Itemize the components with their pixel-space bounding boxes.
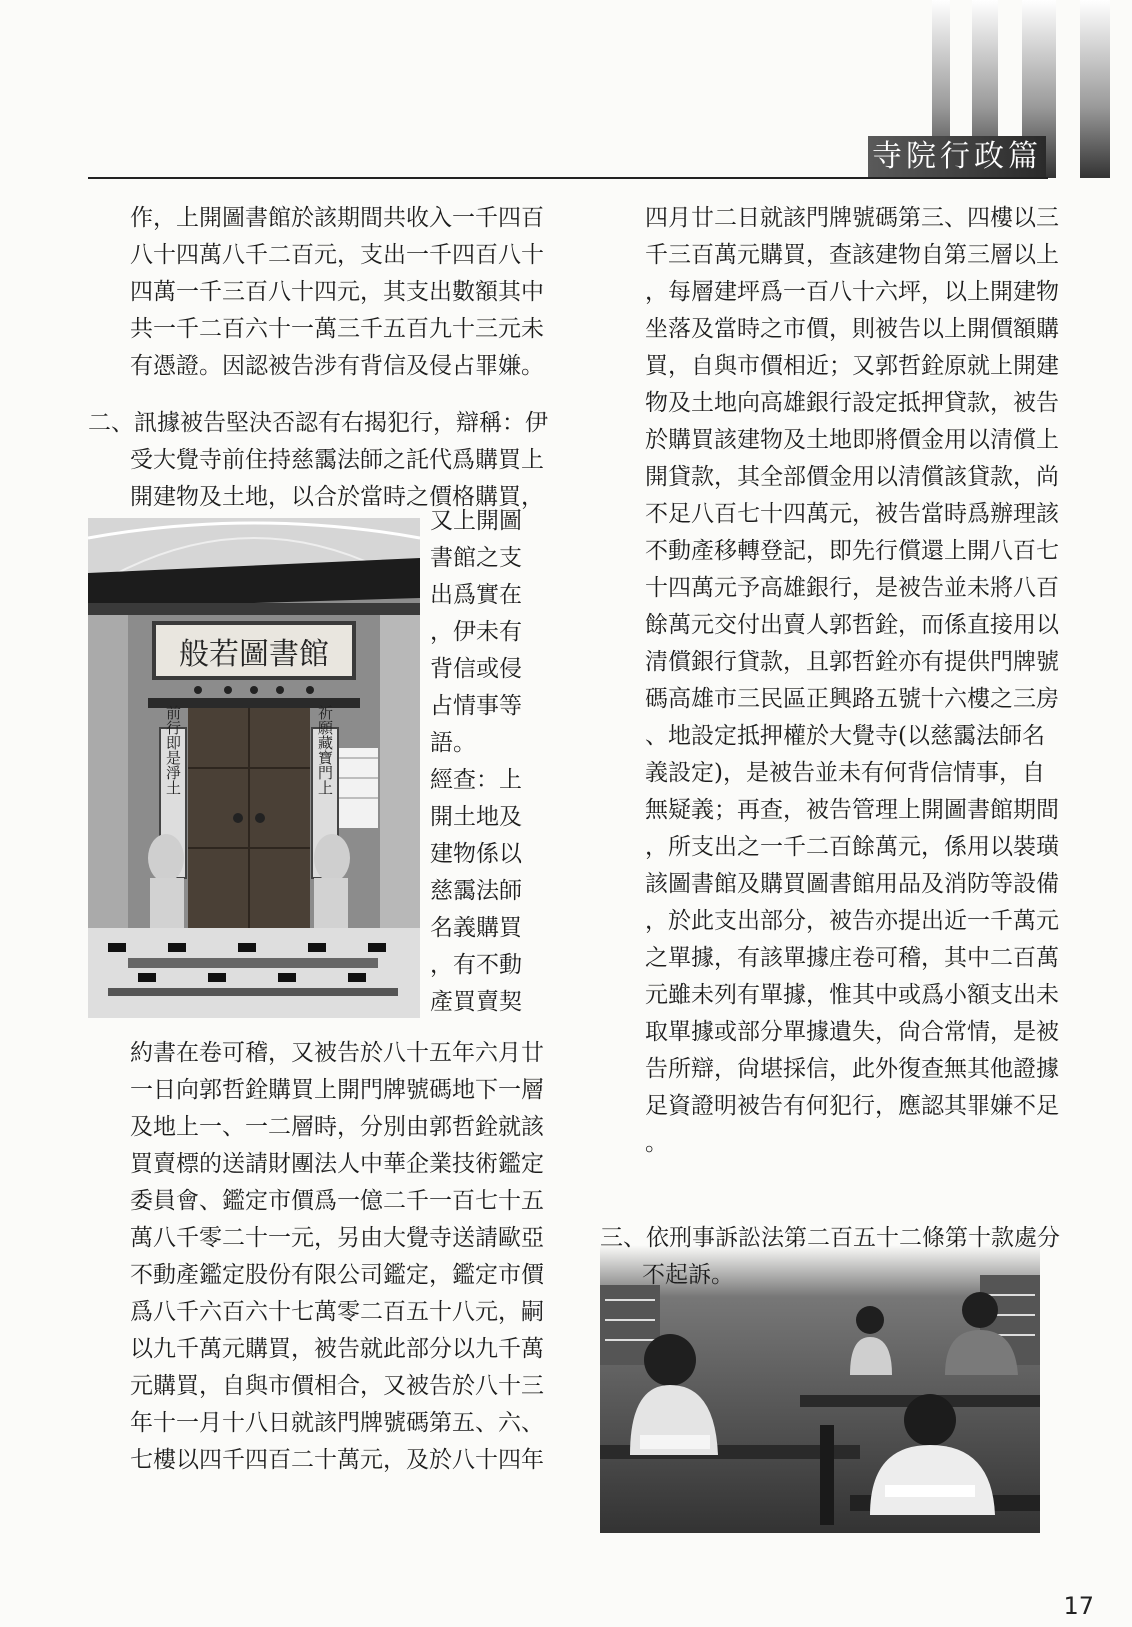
text-line: 該圖書館及購買圖書館用品及消防等設備	[645, 871, 1059, 897]
text-line: 元雖未列有單據，惟其中或爲小額支出未	[645, 982, 1059, 1008]
header-rule	[88, 177, 1048, 179]
left-paragraph-2-wrap	[430, 503, 522, 1021]
text-line: 年十一月十八日就該門牌號碼第五、六、	[130, 1410, 544, 1436]
text-line: 於購買該建物及土地即將價金用以清償上	[645, 427, 1059, 453]
text-line: 物及土地向高雄銀行設定抵押貸款，被告	[645, 390, 1059, 416]
section-title: 寺院行政篇	[868, 136, 1046, 178]
text-line: 又上開圖	[430, 508, 522, 534]
text-line: 告所辯，尙堪採信，此外復查無其他證據	[645, 1056, 1059, 1082]
text-line: 一日向郭哲銓購買上開門牌號碼地下一層	[130, 1077, 544, 1103]
text-line: 占情事等	[430, 693, 522, 719]
text-line: 及地上一、一二層時，分別由郭哲銓就該	[130, 1114, 544, 1140]
text-line: ，有不動	[430, 952, 522, 978]
text-line: 以九千萬元購買，被告就此部分以九千萬	[130, 1336, 544, 1362]
text-line: 坐落及當時之市價，則被告以上開價額購	[645, 316, 1059, 342]
text-line: 開建物及土地，以合於當時之價格購買，	[130, 484, 544, 510]
page-number: 17	[1063, 1592, 1094, 1620]
text-line: 之單據，有該單據庄卷可稽，其中二百萬	[645, 945, 1059, 971]
text-line: ，伊未有	[430, 619, 522, 645]
text-line: 語。	[430, 730, 476, 756]
text-line: 二、訊據被告堅決否認有右揭犯行，辯稱：伊	[88, 410, 548, 436]
text-line: 出爲實在	[430, 582, 522, 608]
text-line: 不起訴。	[642, 1262, 734, 1288]
text-line: 四萬一千三百八十四元，其支出數額其中	[130, 279, 544, 305]
text-line: 產買賣契	[430, 989, 522, 1015]
text-line: 受大覺寺前住持慈靄法師之託代爲購買上	[130, 447, 544, 473]
text-line: 建物係以	[430, 841, 522, 867]
plaque-text: 般若圖書館	[179, 637, 329, 672]
text-line: 七樓以四千四百二十萬元，及於八十四年	[130, 1447, 544, 1473]
text-line: 買，自與市價相近；又郭哲銓原就上開建	[645, 353, 1059, 379]
text-line: 。	[645, 1130, 668, 1156]
left-paragraph-3	[130, 1035, 544, 1479]
text-line: ，於此支出部分，被告亦提出近一千萬元	[645, 908, 1059, 934]
text-line: 十四萬元予高雄銀行，是被告並未將八百	[645, 575, 1059, 601]
right-paragraph-2	[600, 1220, 1060, 1294]
text-line: 八十四萬八千二百元，支出一千四百八十	[130, 242, 544, 268]
text-line: 委員會、鑑定市價爲一億二千一百七十五	[130, 1188, 544, 1214]
text-line: 名義購買	[430, 915, 522, 941]
text-line: 取單據或部分單據遺失，尙合常情，是被	[645, 1019, 1059, 1045]
text-line: 千三百萬元購買，查該建物自第三層以上	[645, 242, 1059, 268]
text-line: 碼高雄市三民區正興路五號十六樓之三房	[645, 686, 1059, 712]
text-line: 爲八千六百六十七萬零二百五十八元，嗣	[130, 1299, 544, 1325]
left-paragraph-2	[88, 405, 548, 516]
text-line: 四月廿二日就該門牌號碼第三、四樓以三	[645, 205, 1059, 231]
text-line: 書館之支	[430, 545, 522, 571]
text-line: 義設定)，是被告並未有何背信情事，自	[645, 760, 1045, 786]
text-line: 清償銀行貸款，且郭哲銓亦有提供門牌號	[645, 649, 1059, 675]
text-line: 買賣標的送請財團法人中華企業技術鑑定	[130, 1151, 544, 1177]
couplet-left: 前行即是淨土	[164, 705, 182, 795]
text-line: 足資證明被告有何犯行，應認其罪嫌不足	[645, 1093, 1059, 1119]
text-line: 無疑義；再查，被告管理上開圖書館期間	[645, 797, 1059, 823]
text-line: 共一千二百六十一萬三千五百九十三元未	[130, 316, 544, 342]
text-line: 作，上開圖書館於該期間共收入一千四百	[130, 205, 544, 231]
text-line: 約書在卷可稽，又被告於八十五年六月廿	[130, 1040, 544, 1066]
text-line: 開貸款，其全部價金用以清償該貸款，尚	[645, 464, 1059, 490]
text-line: 有憑證。因認被告涉有背信及侵占罪嫌。	[130, 353, 544, 379]
text-line: 慈靄法師	[430, 878, 522, 904]
left-paragraph-1	[130, 200, 544, 385]
couplet-right: 祈願藏寶門上	[316, 705, 334, 795]
text-line: 經查：上	[430, 767, 522, 793]
text-line: 三、依刑事訴訟法第二百五十二條第十款處分	[600, 1225, 1060, 1251]
text-line: 背信或侵	[430, 656, 522, 682]
text-line: 不動產鑑定股份有限公司鑑定，鑑定市價	[130, 1262, 544, 1288]
text-line: 不足八百七十四萬元，被告當時爲辦理該	[645, 501, 1059, 527]
library-entrance-photo	[88, 518, 420, 1018]
text-line: 元購買，自與市價相合，又被告於八十三	[130, 1373, 544, 1399]
text-line: 不動產移轉登記，即先行償還上開八百七	[645, 538, 1059, 564]
text-line: 開土地及	[430, 804, 522, 830]
right-paragraph-1	[645, 200, 1059, 1162]
text-line: ，所支出之一千二百餘萬元，係用以裝璜	[645, 834, 1059, 860]
text-line: 餘萬元交付出賣人郭哲銓，而係直接用以	[645, 612, 1059, 638]
text-line: 萬八千零二十一元，另由大覺寺送請歐亞	[130, 1225, 544, 1251]
text-line: 、地設定抵押權於大覺寺(以慈靄法師名	[645, 723, 1045, 749]
text-line: ，每層建坪爲一百八十六坪，以上開建物	[645, 279, 1059, 305]
